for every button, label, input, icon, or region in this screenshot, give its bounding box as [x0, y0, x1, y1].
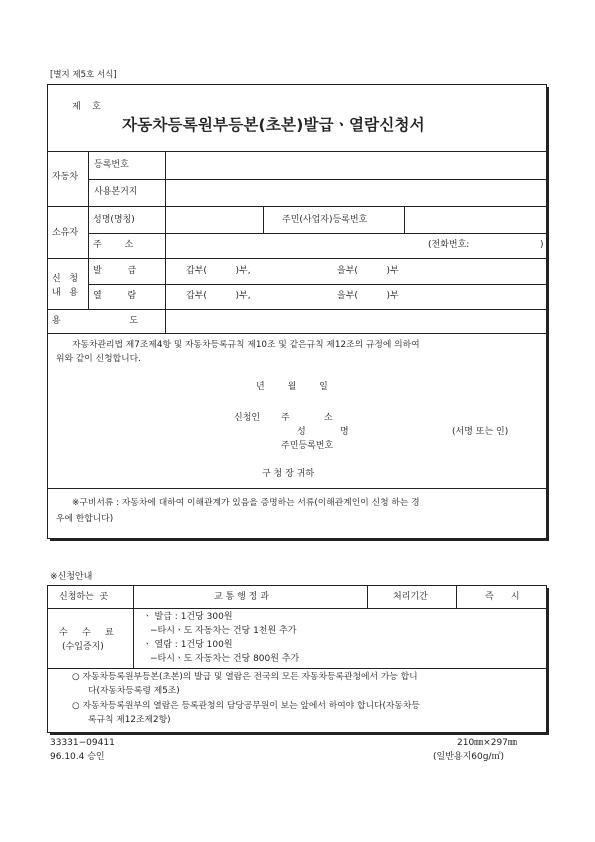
- applicant-name-label: 성 명: [297, 427, 349, 437]
- paper-size: 210㎜×297㎜: [457, 738, 517, 748]
- required-docs-note-2: 우에 한합니다): [56, 514, 114, 524]
- guide-shadow-bottom: [50, 732, 549, 735]
- reg-no-label: 등록번호: [94, 160, 129, 170]
- base-location-label: 사용본거지: [94, 187, 138, 197]
- number-label: 제 호: [72, 102, 101, 112]
- owner-address-label: 주 소: [93, 240, 134, 250]
- statement-line-1: 자동차관리법 제7조제4항 및 자동차등록규칙 제10조 및 같은규칙 제12조의 규정에 의하여: [72, 340, 420, 350]
- purpose-label: 용 도: [52, 316, 139, 326]
- required-docs-note-1: ※구비서류 : 자동차에 대하여 이해관계가 있음을 증명하는 서류(이해관계인이 신청 하는 경: [72, 498, 420, 508]
- view-copy-a[interactable]: 갑부( )부,: [186, 291, 251, 301]
- owner-name-label: 성명(명칭): [93, 215, 135, 225]
- where-value: 교 통 행 정 과: [214, 592, 269, 602]
- vehicle-section-label: 자동차: [52, 172, 79, 182]
- guide-bullet-2a: ○ 자동차등록원부의 열람은 등록관청의 담당공무원이 보는 앞에서 하여야 합니다(자동차등: [72, 701, 420, 711]
- guide-shadow-right: [546, 588, 549, 735]
- form-code: 33331−09411: [50, 738, 115, 748]
- issue-label: 발 급: [93, 266, 137, 276]
- owner-name-field[interactable]: [166, 207, 262, 232]
- fee-label: 수 수 료: [59, 628, 114, 638]
- guide-bullet-2b: 록규칙 제12조제2항): [88, 715, 171, 725]
- request-section-label-2: 내 용: [52, 288, 78, 298]
- fee-line-3: ㆍ 열람 : 1건당 100원: [143, 640, 233, 650]
- owner-id-label: 주민(사업자)등록번호: [282, 215, 368, 225]
- fee-line-1: ㆍ 발급 : 1건당 300원: [143, 612, 233, 622]
- phone-label: (전화번호:: [428, 240, 470, 250]
- view-copy-b[interactable]: 을부( )부: [337, 291, 399, 301]
- form-number: [별지 제5호 서식]: [50, 70, 117, 80]
- guide-bullet-1b: 다(자동차등록령 제5조): [88, 686, 180, 696]
- applicant-address-label: 주 소: [281, 413, 333, 423]
- phone-close: ): [540, 240, 544, 250]
- period-value: 즉 시: [485, 592, 520, 602]
- guide-title: ※신청안내: [50, 572, 93, 582]
- date-line[interactable]: 년 월 일: [256, 382, 328, 392]
- fee-line-4: −타시ㆍ도 자동차는 건당 800원 추가: [150, 654, 300, 664]
- view-label: 열 람: [93, 291, 137, 301]
- form-shadow-bottom: [50, 538, 549, 541]
- applicant-label: 신청인: [234, 413, 261, 423]
- applicant-id-label: 주민등록번호: [281, 441, 334, 451]
- form-shadow-right: [546, 87, 549, 541]
- statement-line-2: 위와 같이 신청합니다.: [56, 354, 141, 364]
- addressee: 구 청 장 귀하: [262, 469, 315, 479]
- where-label: 신청하는 곳: [59, 592, 109, 602]
- owner-address-field[interactable]: [166, 234, 424, 257]
- page-title: 자동차등록원부등본(초본)발급ㆍ열람신청서: [122, 116, 425, 134]
- request-section-label-1: 신 청: [52, 274, 78, 284]
- owner-section-label: 소유자: [52, 228, 79, 238]
- owner-id-field[interactable]: [405, 207, 546, 232]
- period-label: 처리기간: [393, 592, 428, 602]
- issue-copy-b[interactable]: 을부( )부: [337, 266, 399, 276]
- base-location-field[interactable]: [166, 180, 546, 205]
- fee-sub-label: (수입증지): [62, 642, 104, 652]
- approval-date: 96.10.4 승인: [50, 752, 105, 762]
- issue-copy-a[interactable]: 갑부( )부,: [186, 266, 251, 276]
- purpose-field[interactable]: [166, 310, 546, 332]
- reg-no-field[interactable]: [166, 152, 546, 178]
- guide-bullet-1a: ○ 자동차등록원부등본(초본)의 발급 및 열람은 전국의 모든 자동차등록관청에서 가능 합니: [72, 672, 418, 682]
- fee-line-2: −타시ㆍ도 자동차는 건당 1천원 추가: [150, 626, 297, 636]
- signature-label[interactable]: (서명 또는 인): [452, 427, 509, 437]
- paper-type: (일반용지60g/㎡): [433, 752, 504, 762]
